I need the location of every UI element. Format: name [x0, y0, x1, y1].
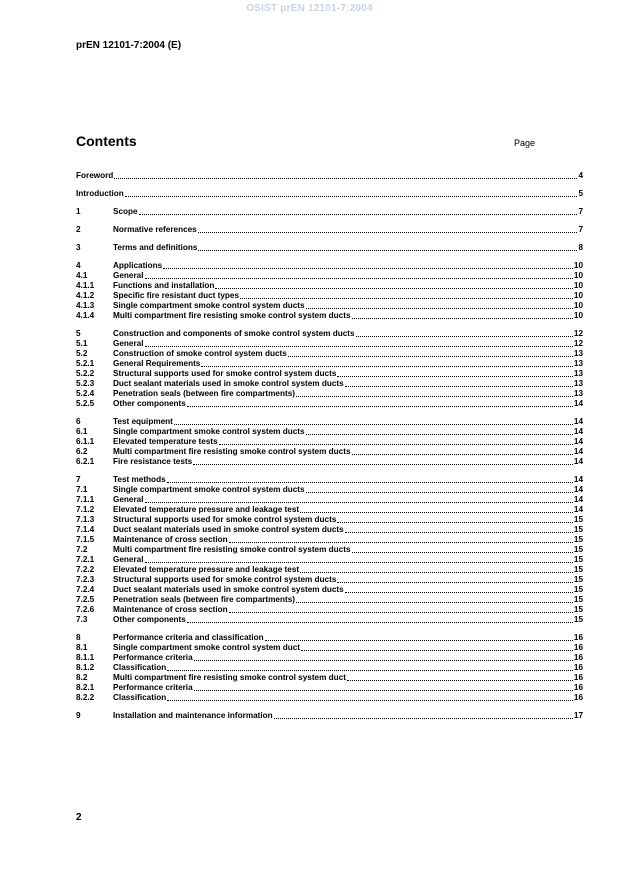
toc-entry[interactable] — [76, 349, 583, 359]
toc-entry-number: 7.2.5 — [76, 595, 95, 604]
toc-entry[interactable] — [76, 545, 583, 555]
toc-entry-page: 16 — [573, 673, 583, 682]
toc-entry[interactable] — [76, 495, 583, 505]
toc-entry-number: 7.2.2 — [76, 565, 95, 574]
toc-entry[interactable] — [76, 683, 583, 693]
toc-entry[interactable] — [76, 515, 583, 525]
toc-entry[interactable] — [76, 243, 583, 253]
dot-leader — [347, 673, 573, 681]
dot-leader — [198, 243, 577, 251]
toc-entry-number: 4.1.4 — [76, 311, 95, 320]
dot-leader — [337, 515, 573, 523]
dot-leader — [352, 311, 573, 319]
dot-leader — [187, 399, 573, 407]
toc-entry-title: Classification — [113, 693, 167, 702]
dot-leader — [337, 369, 573, 377]
toc-entry[interactable] — [76, 505, 583, 515]
toc-entry[interactable] — [76, 389, 583, 399]
toc-entry-title: Fire resistance tests — [113, 457, 193, 466]
toc-entry-title: Single compartment smoke control system ducts — [113, 427, 305, 436]
toc-entry[interactable] — [76, 457, 583, 467]
toc-entry[interactable] — [76, 615, 583, 625]
dot-leader — [145, 555, 573, 563]
toc-entry-page: 7 — [578, 225, 583, 234]
toc-entry-page: 15 — [573, 555, 583, 564]
toc-entry-number: 7 — [76, 475, 81, 484]
toc-entry-page: 10 — [573, 281, 583, 290]
toc-entry[interactable] — [76, 311, 583, 321]
toc-entry-title: Penetration seals (between fire compartments) — [113, 595, 295, 604]
dot-leader — [356, 329, 573, 337]
toc-entry[interactable] — [76, 225, 583, 235]
document-id: prEN 12101-7:2004 (E) — [76, 40, 182, 51]
page-column-label: Page — [514, 138, 536, 148]
toc-entry-title: Other components — [113, 399, 186, 408]
toc-entry-number: 8.1.1 — [76, 653, 95, 662]
toc-entry-number: 8.1.2 — [76, 663, 95, 672]
toc-entry-title: Duct sealant materials used in smoke control system ducts — [113, 585, 344, 594]
toc-entry-number: 5.2 — [76, 349, 88, 358]
toc-entry[interactable] — [76, 585, 583, 595]
dot-leader — [345, 525, 573, 533]
dot-leader — [139, 207, 578, 215]
toc-entry-number: 7.2.6 — [76, 605, 95, 614]
toc-entry-number: 2 — [76, 225, 81, 234]
watermark: OSIST prEN 12101-7:2004 — [246, 3, 373, 14]
toc-entry-title: Construction and components of smoke control system ducts — [113, 329, 355, 338]
dot-leader — [288, 349, 573, 357]
toc-entry-title: Penetration seals (between fire compartments) — [113, 389, 295, 398]
toc-entry[interactable] — [76, 595, 583, 605]
toc-entry-page: 14 — [573, 399, 583, 408]
dot-leader — [167, 663, 573, 671]
toc-entry-title: Installation and maintenance information — [113, 711, 273, 720]
toc-entry[interactable] — [76, 417, 583, 427]
toc-entry-page: 14 — [573, 475, 583, 484]
toc-entry-title: Construction of smoke control system ducts — [113, 349, 287, 358]
toc-entry-page: 14 — [573, 427, 583, 436]
toc-entry[interactable] — [76, 359, 583, 369]
toc-entry[interactable] — [76, 261, 583, 271]
toc-entry-title: Specific fire resistant duct types — [113, 291, 240, 300]
toc-entry-title: Test equipment — [113, 417, 173, 426]
toc-entry[interactable] — [76, 301, 583, 311]
toc-entry[interactable] — [76, 291, 583, 301]
toc-entry-page: 15 — [573, 545, 583, 554]
dot-leader — [198, 225, 578, 233]
toc-entry-number: 4.1.3 — [76, 301, 95, 310]
toc-entry-title: General — [113, 555, 144, 564]
toc-entry-page: 14 — [573, 457, 583, 466]
toc-entry-title: Single compartment smoke control system duct — [113, 643, 300, 652]
dot-leader — [215, 281, 572, 289]
toc-entry-page: 8 — [578, 243, 583, 252]
toc-entry-title: Performance criteria and classification — [113, 633, 264, 642]
toc-entry-title: Structural supports used for smoke control system ducts — [113, 515, 337, 524]
dot-leader — [352, 545, 573, 553]
toc-entry-number: 7.1.5 — [76, 535, 95, 544]
toc-entry-title: Classification — [113, 663, 167, 672]
toc-entry[interactable] — [76, 171, 583, 181]
toc-entry-page: 15 — [573, 595, 583, 604]
toc-entry-page: 14 — [573, 485, 583, 494]
toc-entry-number: 1 — [76, 207, 81, 216]
toc-entry[interactable] — [76, 711, 583, 721]
toc-entry-page: 16 — [573, 683, 583, 692]
toc-entry-title: Structural supports used for smoke control system ducts — [113, 575, 337, 584]
dot-leader — [163, 261, 573, 269]
toc-entry-title: Single compartment smoke control system ducts — [113, 485, 305, 494]
toc-entry-number: 8.1 — [76, 643, 88, 652]
dot-leader — [145, 271, 573, 279]
dot-leader — [296, 389, 573, 397]
toc-entry-page: 14 — [573, 495, 583, 504]
toc-entry-title: Maintenance of cross section — [113, 605, 228, 614]
toc-entry-title: Other components — [113, 615, 186, 624]
toc-entry-page: 17 — [573, 711, 583, 720]
toc-entry-page: 14 — [573, 447, 583, 456]
toc-entry-number: 6.2 — [76, 447, 88, 456]
toc-entry-title: Elevated temperature pressure and leakage test — [113, 505, 300, 514]
dot-leader — [145, 339, 573, 347]
dot-leader — [194, 683, 573, 691]
toc-entry-page: 13 — [573, 359, 583, 368]
toc-entry-number: 5.2.3 — [76, 379, 95, 388]
dot-leader — [219, 437, 573, 445]
toc-entry-title: Introduction — [76, 189, 124, 198]
toc-entry-number: 4 — [76, 261, 81, 270]
toc-entry-page: 15 — [573, 605, 583, 614]
toc-entry-number: 4.1.2 — [76, 291, 95, 300]
toc-entry-title: Multi compartment fire resisting smoke control system ducts — [113, 311, 351, 320]
toc-entry-page: 14 — [573, 417, 583, 426]
dot-leader — [345, 379, 573, 387]
toc-entry-number: 6 — [76, 417, 81, 426]
toc-entry-page: 14 — [573, 505, 583, 514]
toc-entry-title: General — [113, 339, 144, 348]
dot-leader — [201, 359, 573, 367]
toc-entry-page: 15 — [573, 565, 583, 574]
toc-entry-page: 10 — [573, 271, 583, 280]
toc-entry-number: 7.1.2 — [76, 505, 95, 514]
toc-entry-page: 10 — [573, 301, 583, 310]
dot-leader — [229, 535, 573, 543]
dot-leader — [167, 475, 573, 483]
toc-entry-title: Foreword — [76, 171, 114, 180]
toc-entry-page: 15 — [573, 585, 583, 594]
toc-entry-number: 7.2.3 — [76, 575, 95, 584]
toc-entry[interactable] — [76, 535, 583, 545]
toc-entry-number: 8.2.1 — [76, 683, 95, 692]
toc-entry-title: Duct sealant materials used in smoke control system ducts — [113, 525, 344, 534]
dot-leader — [174, 417, 573, 425]
toc-entry-title: Functions and installation — [113, 281, 215, 290]
page-number: 2 — [76, 812, 82, 823]
toc-entry-number: 4.1 — [76, 271, 88, 280]
toc-entry-page: 15 — [573, 515, 583, 524]
toc-entry-title: Scope — [113, 207, 138, 216]
toc-entry[interactable] — [76, 653, 583, 663]
dot-leader — [274, 711, 573, 719]
toc-entry[interactable] — [76, 447, 583, 457]
toc-entry-number: 7.2 — [76, 545, 88, 554]
toc-entry-page: 16 — [573, 643, 583, 652]
toc-entry-number: 7.1.1 — [76, 495, 95, 504]
toc-entry-title: Single compartment smoke control system ducts — [113, 301, 305, 310]
toc-entry-number: 8 — [76, 633, 81, 642]
toc-entry-title: General — [113, 271, 144, 280]
toc-entry-title: Normative references — [113, 225, 197, 234]
toc-entry-page: 16 — [573, 693, 583, 702]
toc-entry-number: 7.2.1 — [76, 555, 95, 564]
toc-entry[interactable] — [76, 475, 583, 485]
toc-entry-title: Duct sealant materials used in smoke control system ducts — [113, 379, 344, 388]
dot-leader — [306, 301, 573, 309]
toc-entry-title: General — [113, 495, 144, 504]
toc-entry[interactable] — [76, 575, 583, 585]
toc-entry-page: 10 — [573, 261, 583, 270]
toc-entry-title: Applications — [113, 261, 163, 270]
toc-entry-title: Elevated temperature tests — [113, 437, 218, 446]
toc-entry-title: Structural supports used for smoke control system ducts — [113, 369, 337, 378]
toc-entry-title: Terms and definitions — [113, 243, 198, 252]
toc-entry-number: 9 — [76, 711, 81, 720]
toc-entry[interactable] — [76, 369, 583, 379]
toc-entry-page: 16 — [573, 633, 583, 642]
toc-entry-page: 10 — [573, 291, 583, 300]
toc-entry-number: 8.2 — [76, 673, 88, 682]
toc-entry-page: 15 — [573, 535, 583, 544]
toc-entry-page: 13 — [573, 379, 583, 388]
toc-entry-number: 3 — [76, 243, 81, 252]
toc-entry[interactable] — [76, 525, 583, 535]
toc-entry[interactable] — [76, 271, 583, 281]
toc-entry-title: Performance criteria — [113, 653, 193, 662]
dot-leader — [296, 595, 573, 603]
dot-leader — [229, 605, 573, 613]
dot-leader — [193, 457, 573, 465]
toc-entry[interactable] — [76, 329, 583, 339]
toc-entry-number: 5.1 — [76, 339, 88, 348]
toc-entry-title: Multi compartment fire resisting smoke control system ducts — [113, 447, 351, 456]
toc-entry-page: 15 — [573, 525, 583, 534]
toc-entry-number: 5.2.1 — [76, 359, 95, 368]
toc-entry[interactable] — [76, 643, 583, 653]
toc-entry-title: Multi compartment fire resisting smoke control system ducts — [113, 545, 351, 554]
dot-leader — [194, 653, 573, 661]
dot-leader — [240, 291, 573, 299]
toc-entry-number: 4.1.1 — [76, 281, 95, 290]
toc-entry[interactable] — [76, 693, 583, 703]
toc-entry[interactable] — [76, 663, 583, 673]
dot-leader — [145, 495, 573, 503]
toc-entry-number: 7.3 — [76, 615, 88, 624]
toc-entry-page: 10 — [573, 311, 583, 320]
dot-leader — [352, 447, 573, 455]
dot-leader — [306, 485, 573, 493]
dot-leader — [167, 693, 573, 701]
toc-entry-title: Maintenance of cross section — [113, 535, 228, 544]
toc-entry-page: 13 — [573, 369, 583, 378]
dot-leader — [300, 565, 573, 573]
toc-entry-title: Test methods — [113, 475, 166, 484]
dot-leader — [337, 575, 573, 583]
toc-entry[interactable] — [76, 565, 583, 575]
contents-title: Contents — [76, 133, 137, 149]
toc-entry-page: 4 — [578, 171, 583, 180]
toc-entry-title: General Requirements — [113, 359, 201, 368]
toc-entry[interactable] — [76, 399, 583, 409]
toc-entry-page: 13 — [573, 389, 583, 398]
table-of-contents — [76, 171, 583, 721]
toc-entry-title: Multi compartment fire resisting smoke control system duct — [113, 673, 346, 682]
toc-entry-page: 15 — [573, 575, 583, 584]
dot-leader — [301, 643, 573, 651]
toc-entry[interactable] — [76, 673, 583, 683]
dot-leader — [187, 615, 573, 623]
toc-entry-page: 7 — [578, 207, 583, 216]
toc-entry-number: 7.1.3 — [76, 515, 95, 524]
toc-entry-page: 16 — [573, 653, 583, 662]
toc-entry-number: 7.2.4 — [76, 585, 95, 594]
toc-entry-page: 5 — [578, 189, 583, 198]
toc-entry-title: Performance criteria — [113, 683, 193, 692]
toc-entry[interactable] — [76, 633, 583, 643]
toc-entry-number: 6.2.1 — [76, 457, 95, 466]
toc-entry-number: 8.2.2 — [76, 693, 95, 702]
toc-entry[interactable] — [76, 555, 583, 565]
dot-leader — [265, 633, 573, 641]
toc-entry[interactable] — [76, 339, 583, 349]
toc-entry-number: 6.1 — [76, 427, 88, 436]
toc-entry[interactable] — [76, 207, 583, 217]
toc-entry[interactable] — [76, 281, 583, 291]
toc-entry[interactable] — [76, 485, 583, 495]
toc-entry-page: 13 — [573, 349, 583, 358]
toc-entry-number: 5.2.2 — [76, 369, 95, 378]
toc-entry-number: 5.2.4 — [76, 389, 95, 398]
toc-entry[interactable] — [76, 605, 583, 615]
dot-leader — [114, 171, 577, 179]
toc-entry-title: Elevated temperature pressure and leakage test — [113, 565, 300, 574]
toc-entry[interactable] — [76, 427, 583, 437]
toc-entry-number: 5.2.5 — [76, 399, 95, 408]
dot-leader — [300, 505, 573, 513]
dot-leader — [345, 585, 573, 593]
toc-entry-page: 12 — [573, 329, 583, 338]
toc-entry-number: 6.1.1 — [76, 437, 95, 446]
toc-entry-page: 15 — [573, 615, 583, 624]
toc-entry-number: 7.1 — [76, 485, 88, 494]
toc-entry-page: 12 — [573, 339, 583, 348]
dot-leader — [306, 427, 573, 435]
toc-entry[interactable] — [76, 189, 583, 199]
toc-entry[interactable] — [76, 437, 583, 447]
toc-entry[interactable] — [76, 379, 583, 389]
dot-leader — [125, 189, 578, 197]
toc-entry-number: 5 — [76, 329, 81, 338]
toc-entry-page: 14 — [573, 437, 583, 446]
toc-entry-page: 16 — [573, 663, 583, 672]
toc-entry-number: 7.1.4 — [76, 525, 95, 534]
